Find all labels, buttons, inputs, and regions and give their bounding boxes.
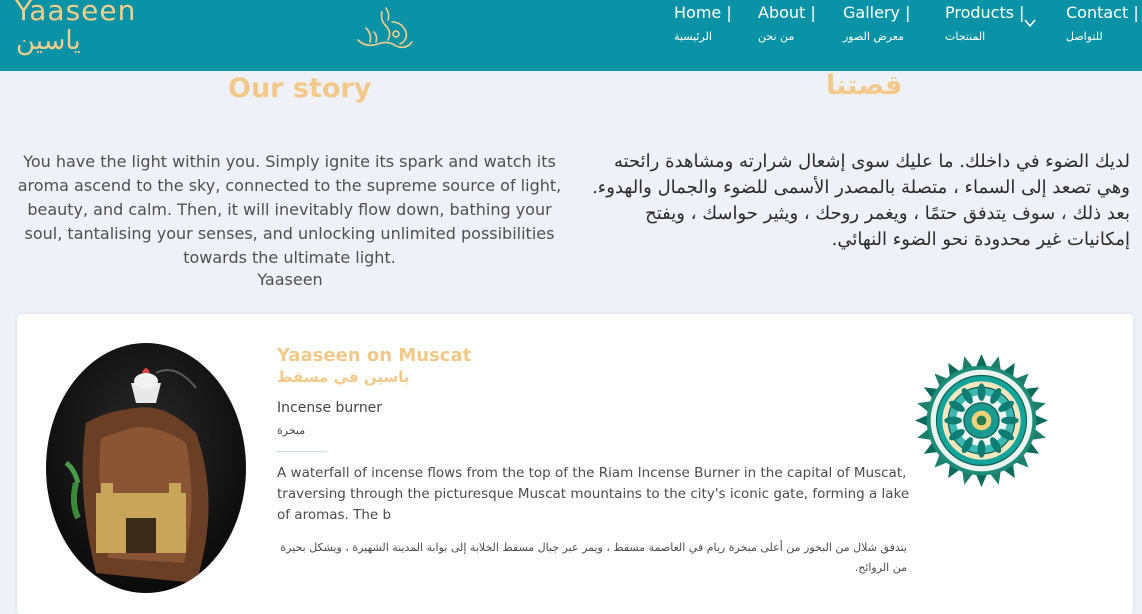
divider xyxy=(277,451,327,452)
nav-contact[interactable] xyxy=(1066,3,1139,43)
product-title-en[interactable]: Yaaseen on Muscat xyxy=(277,345,472,366)
product-description-ar: يتدفق شلال من البخور من أعلى مبخرة ريام في العاصمة مسقط ، ويمر عبر جبال مسقط الخلابة إلى بوابة المدينة الشهيرة ، ويشكل بحيرة من الروائح. xyxy=(280,541,907,574)
story-signature: Yaaseen xyxy=(257,270,323,289)
story-text-ar: لديك الضوء في داخلك. ما عليك سوى إشعال شرارته ومشاهدة رائحته وهي تصعد إلى السماء ، متصلة بالمصدر الأسمى للضوء والجمال والهدوء. بعد ذلك ، سوف يتدفق حتمًا ، ويغمر روحك ، ويثير حواسك ، ويفتح إمكانيات غير محدودة نحو الضوء النهائي. xyxy=(592,151,1130,250)
product-image[interactable] xyxy=(46,343,246,593)
nav-about[interactable] xyxy=(758,3,816,43)
nav-home-label: Home | xyxy=(674,3,732,22)
nav-gallery-label: Gallery | xyxy=(843,3,911,22)
product-description-en: A waterfall of incense flows from the top of the Riam Incense Burner in the capital of Muscat, traversing through the picturesque Muscat mountains to the city's iconic gate, forming a lake of aromas. The b xyxy=(277,465,910,523)
story-title-en: Our story xyxy=(228,73,372,104)
mandala-ray xyxy=(1034,415,1048,427)
nav-gallery[interactable] xyxy=(843,3,910,43)
nav-gallery-label-ar: معرض الصور xyxy=(843,30,905,43)
nav-contact-label-ar: للتواصل xyxy=(1066,30,1103,43)
mandala-icon xyxy=(913,352,1050,489)
story-title-ar: قصتنا xyxy=(826,70,903,101)
product-type-ar: مبخرة xyxy=(277,424,306,437)
site-header xyxy=(0,0,1142,71)
nav-home[interactable] xyxy=(674,3,732,43)
mandala-petal xyxy=(944,417,962,425)
nav-about-label-ar: من نحن xyxy=(758,30,795,43)
nav-about-label: About | xyxy=(758,3,816,22)
product-type-en: Incense burner xyxy=(277,400,383,416)
product-title-ar[interactable]: ياسين في مسقط xyxy=(277,368,410,386)
mandala-ray xyxy=(976,473,988,487)
mandala-ray xyxy=(915,415,929,427)
nav-contact-label: Contact | xyxy=(1066,3,1139,22)
story-text-en: You have the light within you. Simply ignite its spark and watch its aroma ascend to the sky, connected to the supreme source of light, beauty, and calm. Then, it will inevitably flow down, bathing your soul, tantalising your senses, and unlocking unlimited possibilities towards the ultimate light. xyxy=(17,152,562,267)
nav-products[interactable] xyxy=(945,3,1025,43)
mandala-petal xyxy=(978,440,986,458)
calligraphy-logo-icon[interactable] xyxy=(352,4,416,54)
chevron-down-icon[interactable] xyxy=(1022,16,1038,30)
mandala-petal xyxy=(978,383,986,401)
nav-products-label: Products | xyxy=(945,3,1025,22)
brand-name-ar[interactable]: ياسين xyxy=(16,26,81,56)
nav-home-label-ar: الرئيسية xyxy=(674,30,712,43)
nav-products-label-ar: المنتجات xyxy=(945,30,986,43)
brand-name-en[interactable]: Yaaseen xyxy=(15,0,137,27)
mandala-petal xyxy=(1001,417,1019,425)
